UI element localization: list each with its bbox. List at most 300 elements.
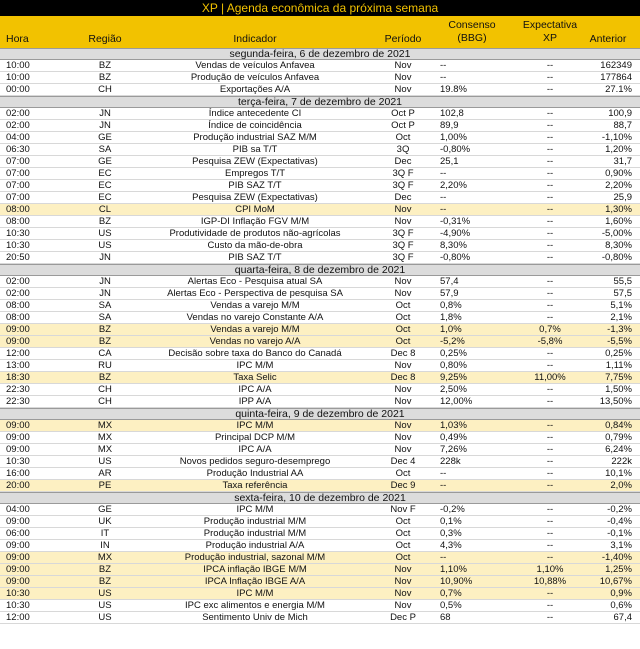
cell-regiao: CH <box>98 84 112 95</box>
cell-anterior: -0,2% <box>607 504 632 515</box>
cell-hora: 08:00 <box>6 216 30 227</box>
cell-hora: 13:00 <box>6 360 30 371</box>
cell-consenso: 0,49% <box>440 432 467 443</box>
cell-periodo: Oct P <box>391 108 415 119</box>
cell-regiao: MX <box>97 552 113 563</box>
table-row <box>0 324 640 336</box>
cell-consenso: 1,8% <box>440 312 462 323</box>
cell-periodo: Oct <box>395 468 411 479</box>
cell-periodo: Oct <box>395 336 411 347</box>
cell-anterior: 0,84% <box>605 420 632 431</box>
cell-regiao: SA <box>98 144 112 155</box>
header-expectativa-l2: XP <box>542 32 557 44</box>
cell-expectativa: -- <box>546 156 554 167</box>
cell-expectativa: -- <box>546 528 554 539</box>
cell-regiao: MX <box>97 444 113 455</box>
cell-regiao: PE <box>98 480 112 491</box>
cell-indicador: Vendas a varejo M/M <box>210 324 300 335</box>
cell-consenso: 19.8% <box>440 84 467 95</box>
cell-indicador: IGP-DI Inflação FGV M/M <box>200 216 310 227</box>
cell-regiao: RU <box>98 360 112 371</box>
cell-expectativa: -- <box>546 456 554 467</box>
cell-consenso: -- <box>440 192 447 203</box>
cell-regiao: IT <box>100 528 110 539</box>
cell-periodo: 3Q F <box>392 168 414 179</box>
cell-hora: 16:00 <box>6 468 30 479</box>
cell-consenso: 102,8 <box>440 108 464 119</box>
cell-periodo: Oct <box>395 540 411 551</box>
cell-anterior: 100,9 <box>608 108 632 119</box>
cell-indicador: CPI MoM <box>235 204 275 215</box>
cell-regiao: MX <box>97 432 113 443</box>
cell-periodo: Dec 8 <box>390 372 416 383</box>
header-regiao: Região <box>88 33 122 45</box>
cell-periodo: 3Q F <box>392 252 414 263</box>
cell-indicador: Sentimento Univ de Mich <box>202 612 308 623</box>
cell-consenso: 57,4 <box>440 276 459 287</box>
table-row <box>0 156 640 168</box>
cell-expectativa: -- <box>546 192 554 203</box>
cell-expectativa: -- <box>546 180 554 191</box>
table-row <box>0 360 640 372</box>
cell-indicador: PIB sa T/T <box>232 144 278 155</box>
cell-expectativa: -- <box>546 348 554 359</box>
cell-anterior: 1,60% <box>605 216 632 227</box>
cell-periodo: Nov <box>394 564 412 575</box>
cell-periodo: Nov <box>394 288 412 299</box>
cell-anterior: 0,25% <box>605 348 632 359</box>
cell-regiao: JN <box>99 276 111 287</box>
cell-expectativa: -- <box>546 612 554 623</box>
cell-anterior: 6,24% <box>605 444 632 455</box>
cell-expectativa: -- <box>546 312 554 323</box>
cell-consenso: 1,03% <box>440 420 467 431</box>
cell-anterior: -0,4% <box>607 516 632 527</box>
cell-indicador: IPC A/A <box>238 384 272 395</box>
cell-periodo: Nov <box>394 432 412 443</box>
cell-periodo: Dec 9 <box>390 480 416 491</box>
cell-hora: 02:00 <box>6 120 30 131</box>
cell-consenso: 12,00% <box>440 396 473 407</box>
cell-indicador: Novos pedidos seguro-desemprego <box>179 456 331 467</box>
cell-hora: 12:00 <box>6 612 30 623</box>
cell-hora: 20:00 <box>6 480 30 491</box>
cell-hora: 10:30 <box>6 240 30 251</box>
table-row <box>0 84 640 96</box>
column-header-row <box>0 16 640 48</box>
cell-regiao: GE <box>98 504 112 515</box>
cell-hora: 07:00 <box>6 156 30 167</box>
cell-consenso: 68 <box>440 612 451 623</box>
day-header: sexta-feira, 10 de dezembro de 2021 <box>0 492 640 504</box>
table-row <box>0 444 640 456</box>
cell-indicador: Pesquisa ZEW (Expectativas) <box>192 156 318 167</box>
cell-regiao: CH <box>98 396 112 407</box>
cell-anterior: 10,1% <box>605 468 632 479</box>
table-row <box>0 552 640 564</box>
table-row <box>0 600 640 612</box>
cell-anterior: 177864 <box>600 72 632 83</box>
cell-anterior: 0,79% <box>605 432 632 443</box>
cell-anterior: -1,40% <box>601 552 632 563</box>
cell-hora: 09:00 <box>6 516 30 527</box>
cell-consenso: 0,7% <box>440 588 462 599</box>
cell-periodo: Oct <box>395 132 411 143</box>
cell-consenso: -0,80% <box>440 144 471 155</box>
cell-periodo: Nov <box>394 396 412 407</box>
cell-expectativa: 1,10% <box>536 564 564 575</box>
cell-expectativa: -- <box>546 84 554 95</box>
cell-consenso: 0,25% <box>440 348 467 359</box>
cell-consenso: -- <box>440 204 447 215</box>
cell-regiao: BZ <box>98 576 112 587</box>
cell-anterior: 222k <box>611 456 632 467</box>
cell-hora: 08:00 <box>6 204 30 215</box>
cell-hora: 08:00 <box>6 312 30 323</box>
cell-expectativa: -- <box>546 384 554 395</box>
cell-consenso: 4,3% <box>440 540 462 551</box>
cell-regiao: CH <box>98 384 112 395</box>
cell-regiao: IN <box>100 540 110 551</box>
table-row <box>0 288 640 300</box>
cell-hora: 12:00 <box>6 348 30 359</box>
cell-expectativa: -- <box>546 588 554 599</box>
cell-periodo: Nov <box>394 216 412 227</box>
cell-regiao: JN <box>99 252 111 263</box>
cell-indicador: Vendas no varejo Constante A/A <box>186 312 324 323</box>
table-row <box>0 612 640 624</box>
cell-expectativa: -- <box>546 360 554 371</box>
cell-consenso: 9,25% <box>440 372 467 383</box>
cell-consenso: -0,80% <box>440 252 471 263</box>
cell-indicador: PIB SAZ T/T <box>228 252 282 263</box>
cell-regiao: BZ <box>98 336 112 347</box>
cell-hora: 02:00 <box>6 288 30 299</box>
sheet-title: XP | Agenda econômica da próxima semana <box>0 0 640 16</box>
cell-periodo: Nov <box>394 588 412 599</box>
cell-consenso: 57,9 <box>440 288 459 299</box>
cell-periodo: Nov <box>394 420 412 431</box>
cell-hora: 10:30 <box>6 228 30 239</box>
cell-consenso: 228k <box>440 456 461 467</box>
table-row <box>0 276 640 288</box>
cell-anterior: 0,6% <box>610 600 632 611</box>
cell-anterior: -1,3% <box>607 324 632 335</box>
cell-anterior: -1,10% <box>601 132 632 143</box>
cell-periodo: Dec <box>394 156 412 167</box>
cell-regiao: MX <box>97 420 113 431</box>
cell-expectativa: -- <box>546 108 554 119</box>
cell-anterior: 1,11% <box>605 360 632 371</box>
cell-regiao: BZ <box>98 564 112 575</box>
cell-anterior: 8,30% <box>605 240 632 251</box>
cell-consenso: -- <box>440 552 447 563</box>
cell-expectativa: -- <box>546 276 554 287</box>
cell-consenso: -- <box>440 480 447 491</box>
cell-regiao: BZ <box>98 324 112 335</box>
cell-periodo: Dec 4 <box>390 456 416 467</box>
header-anterior: Anterior <box>589 33 627 45</box>
header-indicador: Indicador <box>233 33 277 45</box>
cell-anterior: 2,1% <box>610 312 632 323</box>
cell-indicador: IPC A/A <box>238 444 272 455</box>
cell-anterior: 2,20% <box>605 180 632 191</box>
table-row <box>0 168 640 180</box>
cell-regiao: GE <box>98 132 112 143</box>
cell-regiao: JN <box>99 288 111 299</box>
cell-anterior: -0,80% <box>601 252 632 263</box>
cell-consenso: 1,0% <box>440 324 462 335</box>
header-consenso-l1: Consenso <box>448 19 496 31</box>
cell-regiao: UK <box>98 516 112 527</box>
header-expectativa <box>510 19 590 45</box>
cell-hora: 20:50 <box>6 252 30 263</box>
cell-indicador: Pesquisa ZEW (Expectativas) <box>192 192 318 203</box>
cell-hora: 06:00 <box>6 528 30 539</box>
cell-hora: 10:30 <box>6 600 30 611</box>
table-row <box>0 192 640 204</box>
cell-consenso: 0,3% <box>440 528 462 539</box>
cell-hora: 06:30 <box>6 144 30 155</box>
cell-indicador: Custo da mão-de-obra <box>207 240 303 251</box>
table-row <box>0 456 640 468</box>
cell-consenso: -0,2% <box>440 504 465 515</box>
cell-expectativa: -- <box>546 168 554 179</box>
cell-consenso: 2,50% <box>440 384 467 395</box>
cell-anterior: 0,9% <box>610 588 632 599</box>
cell-indicador: Decisão sobre taxa do Banco do Canadá <box>168 348 342 359</box>
cell-periodo: Nov <box>394 72 412 83</box>
table-row <box>0 120 640 132</box>
cell-indicador: Alertas Eco - Perspectiva de pesquisa SA <box>167 288 343 299</box>
cell-regiao: EC <box>98 180 112 191</box>
cell-indicador: Produção industrial A/A <box>205 540 305 551</box>
cell-regiao: BZ <box>98 216 112 227</box>
cell-indicador: Índice antecedente CI <box>208 108 302 119</box>
cell-periodo: Dec 8 <box>390 348 416 359</box>
cell-regiao: AR <box>98 468 112 479</box>
cell-periodo: Dec P <box>390 612 416 623</box>
cell-regiao: EC <box>98 168 112 179</box>
table-row <box>0 300 640 312</box>
table-row <box>0 480 640 492</box>
cell-consenso: -- <box>440 168 447 179</box>
table-row <box>0 420 640 432</box>
cell-periodo: Nov F <box>390 504 416 515</box>
header-consenso <box>432 19 512 45</box>
cell-anterior: -0,1% <box>607 528 632 539</box>
cell-consenso: 1,10% <box>440 564 467 575</box>
cell-indicador: Vendas no varejo A/A <box>209 336 301 347</box>
cell-regiao: CA <box>98 348 112 359</box>
table-row <box>0 516 640 528</box>
cell-anterior: 13,50% <box>599 396 632 407</box>
cell-expectativa: -- <box>546 396 554 407</box>
cell-periodo: Oct <box>395 552 411 563</box>
cell-indicador: Produção industrial SAZ M/M <box>193 132 317 143</box>
cell-indicador: Taxa Selic <box>233 372 277 383</box>
cell-hora: 09:00 <box>6 540 30 551</box>
cell-indicador: IPCA inflação IBGE M/M <box>203 564 307 575</box>
cell-consenso: 7,26% <box>440 444 467 455</box>
cell-indicador: Empregos T/T <box>224 168 285 179</box>
cell-expectativa: -- <box>546 540 554 551</box>
cell-expectativa: -- <box>546 216 554 227</box>
cell-consenso: -- <box>440 468 447 479</box>
cell-anterior: 7,75% <box>605 372 632 383</box>
cell-indicador: Produção Industrial AA <box>206 468 304 479</box>
table-row <box>0 312 640 324</box>
cell-periodo: 3Q <box>396 144 410 155</box>
header-hora: Hora <box>6 33 29 45</box>
table-row <box>0 132 640 144</box>
table-row <box>0 372 640 384</box>
cell-hora: 09:00 <box>6 432 30 443</box>
cell-hora: 02:00 <box>6 276 30 287</box>
cell-consenso: 0,80% <box>440 360 467 371</box>
cell-regiao: US <box>98 240 112 251</box>
cell-consenso: 10,90% <box>440 576 473 587</box>
cell-expectativa: -- <box>546 120 554 131</box>
cell-anterior: 25,9 <box>613 192 632 203</box>
cell-regiao: SA <box>98 300 112 311</box>
cell-regiao: US <box>98 612 112 623</box>
cell-consenso: 8,30% <box>440 240 467 251</box>
cell-expectativa: -- <box>546 240 554 251</box>
cell-expectativa: -- <box>546 228 554 239</box>
cell-indicador: Vendas de veículos Anfavea <box>195 60 315 71</box>
cell-regiao: BZ <box>98 72 112 83</box>
cell-indicador: Produção industrial M/M <box>203 516 307 527</box>
cell-anterior: 1,30% <box>605 204 632 215</box>
cell-periodo: Nov <box>394 60 412 71</box>
cell-anterior: 57,5 <box>613 288 632 299</box>
agenda-table-body <box>0 48 640 624</box>
cell-indicador: Produção de veículos Anfavea <box>190 72 320 83</box>
cell-expectativa: -- <box>546 420 554 431</box>
cell-regiao: US <box>98 588 112 599</box>
cell-indicador: Produtividade de produtos não-agrícolas <box>169 228 341 239</box>
table-row <box>0 240 640 252</box>
table-row <box>0 108 640 120</box>
cell-expectativa: -- <box>546 480 554 491</box>
cell-anterior: 0,90% <box>605 168 632 179</box>
table-row <box>0 396 640 408</box>
table-row <box>0 72 640 84</box>
table-row <box>0 252 640 264</box>
cell-anterior: -5,00% <box>601 228 632 239</box>
cell-consenso: 0,8% <box>440 300 462 311</box>
cell-regiao: JN <box>99 108 111 119</box>
cell-periodo: Nov <box>394 576 412 587</box>
cell-expectativa: -- <box>546 432 554 443</box>
cell-expectativa: -- <box>546 552 554 563</box>
table-row <box>0 432 640 444</box>
cell-expectativa: -- <box>546 600 554 611</box>
header-consenso-l2: (BBG) <box>457 32 487 44</box>
cell-expectativa: 0,7% <box>539 324 561 335</box>
cell-periodo: Nov <box>394 384 412 395</box>
cell-periodo: Nov <box>394 600 412 611</box>
cell-expectativa: -5,8% <box>537 336 563 347</box>
cell-hora: 10:30 <box>6 456 30 467</box>
cell-indicador: Vendas a varejo M/M <box>210 300 300 311</box>
cell-indicador: Principal DCP M/M <box>214 432 296 443</box>
table-row <box>0 576 640 588</box>
table-row <box>0 144 640 156</box>
cell-periodo: Nov <box>394 360 412 371</box>
cell-regiao: JN <box>99 120 111 131</box>
cell-expectativa: -- <box>546 288 554 299</box>
cell-regiao: CL <box>98 204 112 215</box>
cell-consenso: -- <box>440 72 447 83</box>
cell-anterior: 10,67% <box>599 576 632 587</box>
cell-hora: 09:00 <box>6 336 30 347</box>
cell-expectativa: -- <box>546 60 554 71</box>
cell-periodo: Dec <box>394 192 412 203</box>
cell-indicador: Exportações A/A <box>219 84 291 95</box>
cell-hora: 00:00 <box>6 84 30 95</box>
table-row <box>0 216 640 228</box>
cell-expectativa: -- <box>546 204 554 215</box>
cell-consenso: -5,2% <box>440 336 465 347</box>
cell-anterior: 1,50% <box>605 384 632 395</box>
cell-regiao: SA <box>98 312 112 323</box>
cell-indicador: Produção industrial M/M <box>203 528 307 539</box>
cell-anterior: 55,5 <box>613 276 632 287</box>
table-row <box>0 588 640 600</box>
cell-periodo: Nov <box>394 276 412 287</box>
table-row <box>0 336 640 348</box>
cell-hora: 22:30 <box>6 384 30 395</box>
table-row <box>0 528 640 540</box>
cell-expectativa: -- <box>546 132 554 143</box>
cell-hora: 10:30 <box>6 588 30 599</box>
cell-anterior: 2,0% <box>610 480 632 491</box>
cell-regiao: US <box>98 600 112 611</box>
cell-periodo: Oct <box>395 516 411 527</box>
cell-expectativa: 11,00% <box>534 372 566 383</box>
cell-hora: 04:00 <box>6 504 30 515</box>
table-row <box>0 180 640 192</box>
cell-hora: 09:00 <box>6 444 30 455</box>
cell-hora: 09:00 <box>6 324 30 335</box>
cell-expectativa: -- <box>546 300 554 311</box>
cell-regiao: US <box>98 456 112 467</box>
table-row <box>0 564 640 576</box>
table-row <box>0 228 640 240</box>
table-row <box>0 60 640 72</box>
cell-hora: 04:00 <box>6 132 30 143</box>
day-header: terça-feira, 7 de dezembro de 2021 <box>0 96 640 108</box>
cell-consenso: 0,1% <box>440 516 462 527</box>
cell-anterior: 88,7 <box>613 120 632 131</box>
cell-periodo: Oct <box>395 312 411 323</box>
cell-hora: 10:00 <box>6 60 30 71</box>
cell-regiao: US <box>98 228 112 239</box>
cell-anterior: 3,1% <box>610 540 632 551</box>
cell-periodo: Nov <box>394 444 412 455</box>
cell-consenso: 0,5% <box>440 600 462 611</box>
cell-periodo: Oct <box>395 324 411 335</box>
cell-hora: 18:30 <box>6 372 30 383</box>
cell-hora: 09:00 <box>6 576 30 587</box>
header-periodo: Período <box>384 33 422 45</box>
cell-indicador: IPC M/M <box>236 504 274 515</box>
cell-hora: 07:00 <box>6 180 30 191</box>
cell-hora: 09:00 <box>6 564 30 575</box>
cell-anterior: 1,25% <box>605 564 632 575</box>
